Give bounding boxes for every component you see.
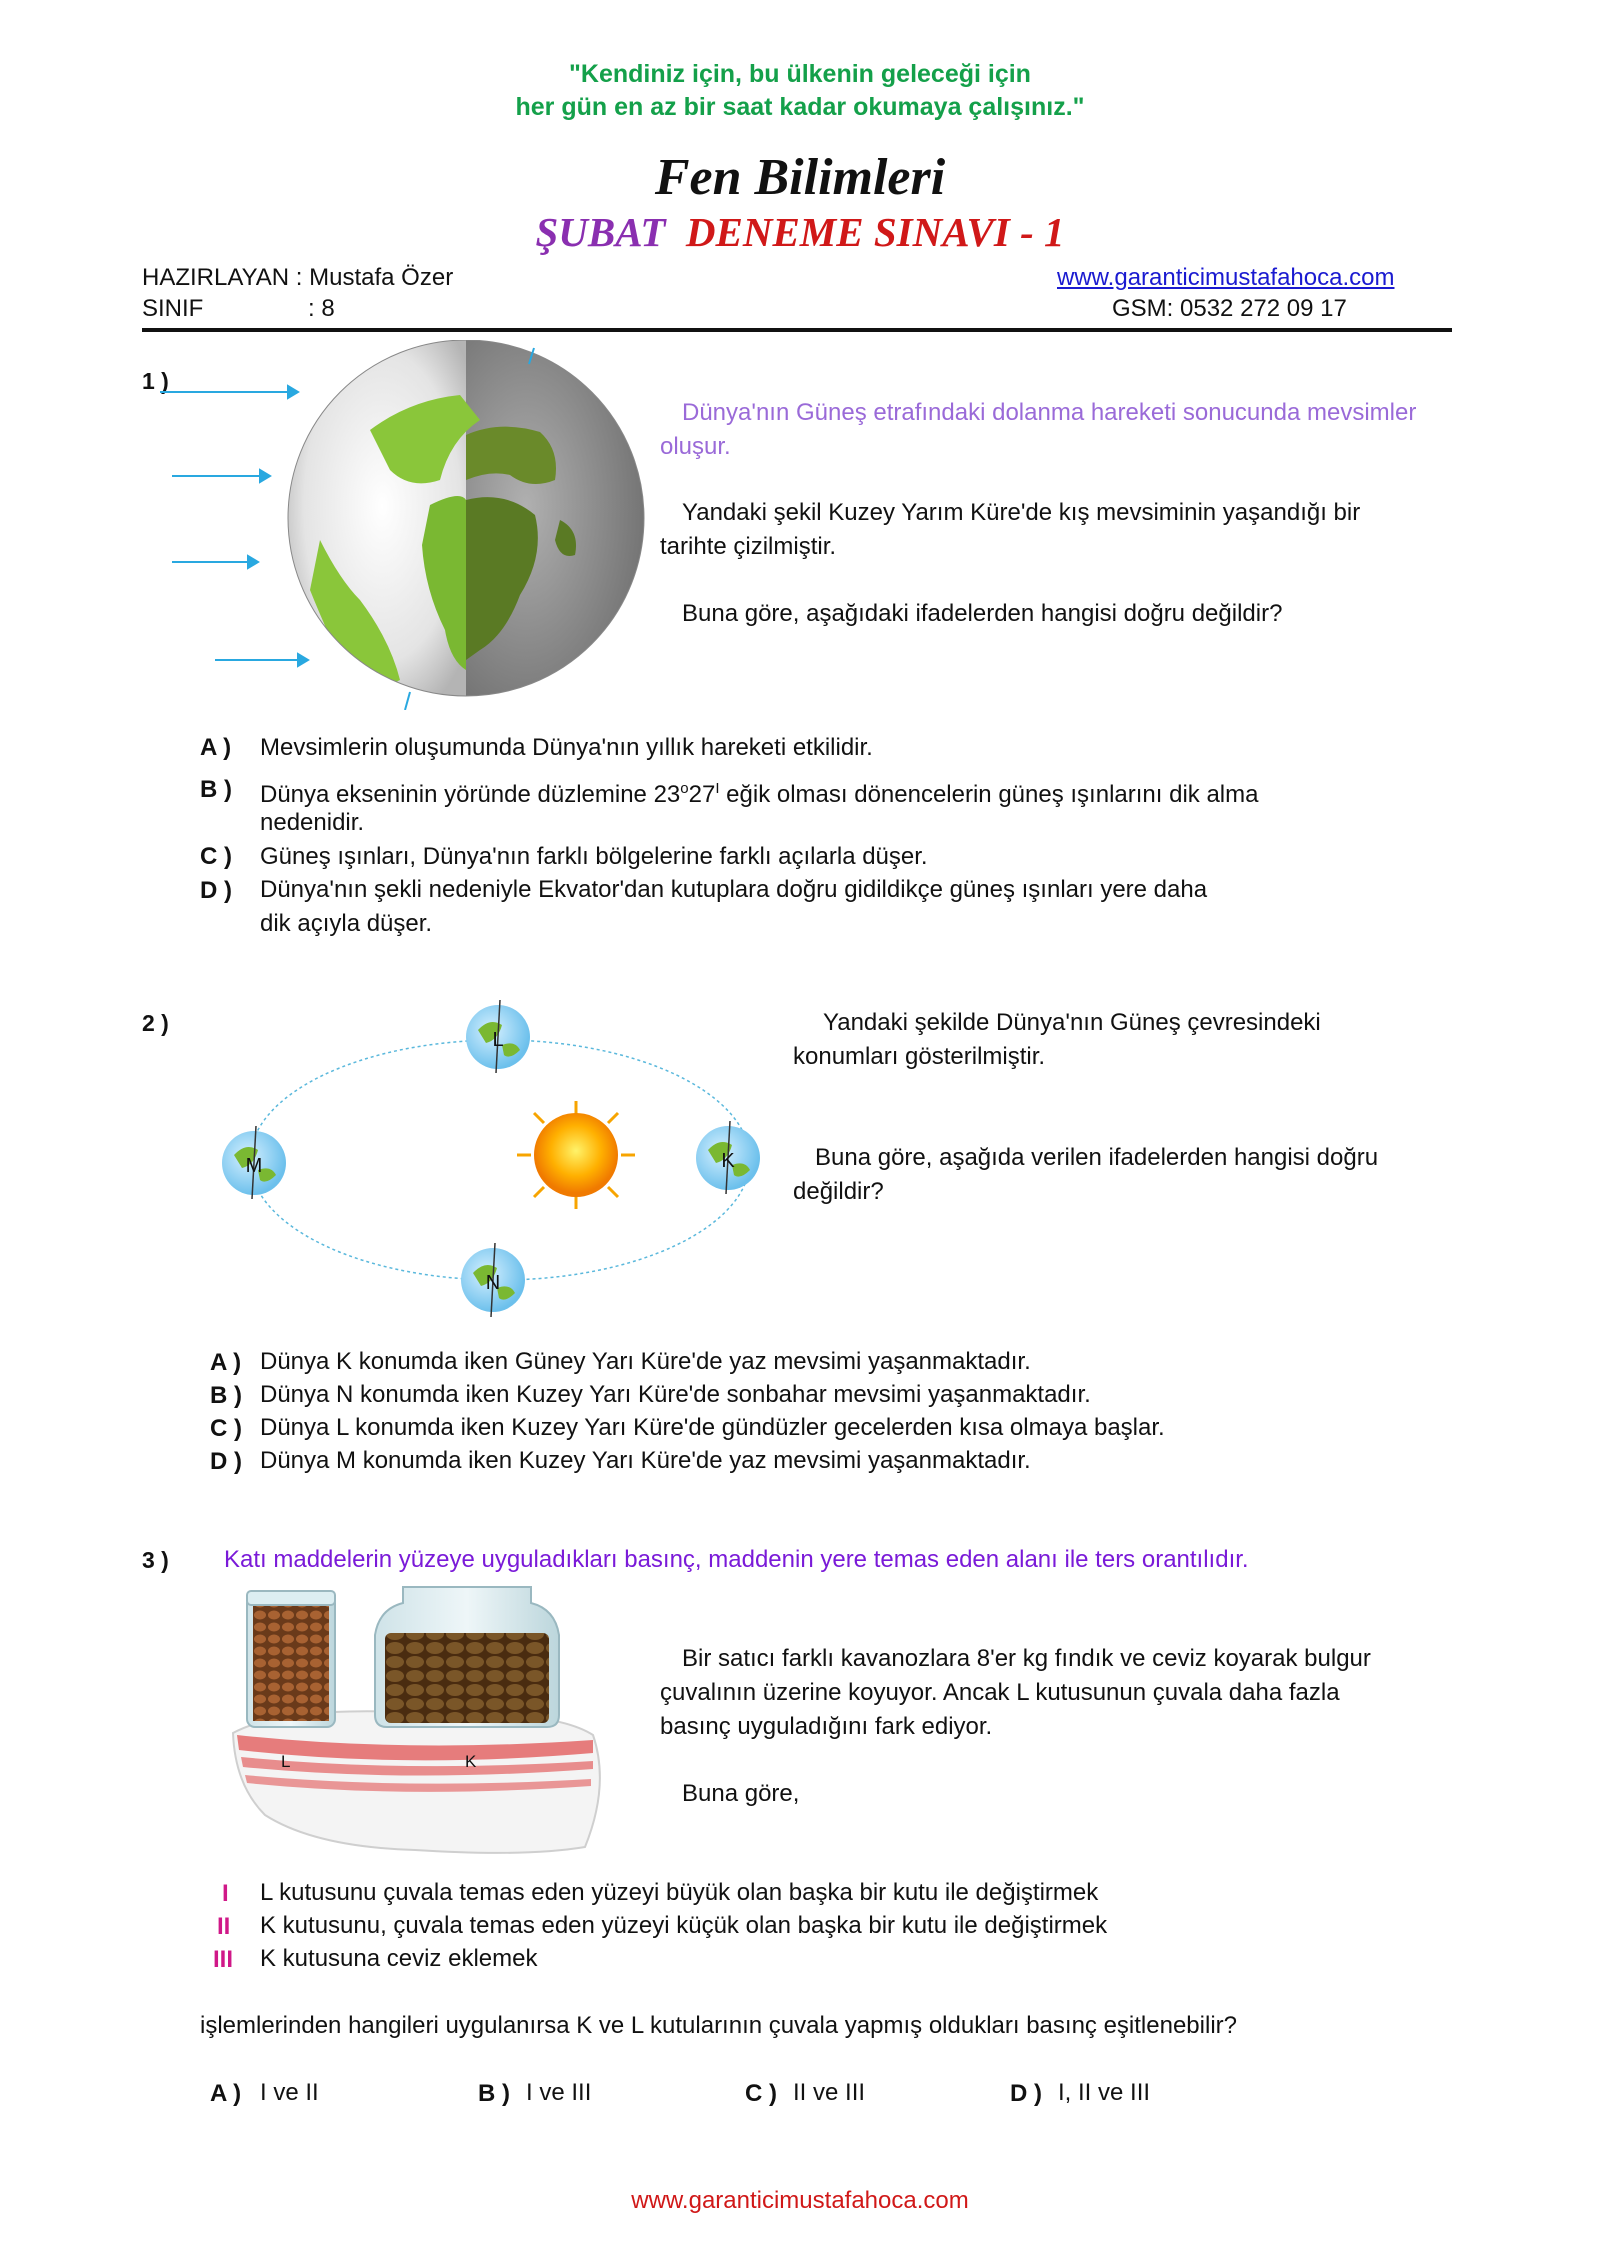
q3-item-2-numeral: II	[217, 1913, 231, 1940]
q2-option-a-letter: A )	[210, 1349, 242, 1376]
q1-option-d-text-line2: dik açıyla düşer.	[260, 910, 433, 937]
q2-option-c-letter: C )	[210, 1415, 242, 1442]
q1-option-a-text: Mevsimlerin oluşumunda Dünya'nın yıllık hareketi etkilidir.	[260, 734, 873, 761]
page-title: Fen Bilimleri	[654, 149, 946, 206]
orbit-path	[250, 1040, 750, 1280]
q3-option-c-letter: C )	[745, 2080, 777, 2107]
jar-label-l: L	[281, 1752, 291, 1771]
q3-option-b-text: I ve III	[526, 2079, 592, 2106]
q2-option-b-text: Dünya N konumda iken Kuzey Yarı Küre'de sonbahar mevsimi yaşanmaktadır.	[260, 1381, 1091, 1408]
header-divider	[142, 328, 1452, 332]
jar-k	[375, 1587, 559, 1727]
q3-context-text: Bir satıcı farklı kavanozlara 8'er kg fındık ve ceviz koyarak bulgur çuvalının üzerine koyuyor. Ancak L kutusunun çuvala daha fazla basınç uyguladığını fark ediyor.	[660, 1645, 1371, 1740]
q1-option-b-text: Dünya ekseninin yöründe düzlemine $23^o27^I$ eğik olması dönencelerin güneş ışınlarını dik alma	[260, 780, 1259, 808]
q2-option-d-letter: D )	[210, 1448, 242, 1475]
q2-intro-text: Yandaki şekilde Dünya'nın Güneş çevresindeki konumları gösterilmiştir.	[793, 1009, 1321, 1070]
q1-number: 1 )	[142, 368, 169, 394]
q3-number: 3 )	[142, 1547, 169, 1573]
subtitle-month: ŞUBAT	[535, 209, 666, 255]
motto-line-1: "Kendiniz için, bu ülkenin geleceği için	[569, 60, 1031, 88]
exam-subtitle	[0, 208, 1600, 256]
q3-item-1-numeral: I	[222, 1880, 229, 1907]
q3-option-d-letter: D )	[1010, 2080, 1042, 2107]
q3-item-3-text: K kutusuna ceviz eklemek	[260, 1945, 538, 1972]
q1-earth-figure	[160, 340, 660, 710]
subtitle-exam: DENEME SINAVI - 1	[685, 209, 1065, 255]
q1-option-a-letter: A )	[200, 734, 232, 761]
q3-jars-figure	[225, 1585, 615, 1860]
q3-option-a-text: I ve II	[260, 2079, 319, 2106]
q1-question-text: Buna göre, aşağıdaki ifadelerden hangisi doğru değildir?	[682, 600, 1283, 627]
q2-number: 2 )	[142, 1010, 169, 1036]
earth-position-l	[466, 1000, 530, 1073]
q1-option-d-letter: D )	[200, 877, 232, 904]
position-label-n: N	[485, 1272, 501, 1294]
q2-option-d-text: Dünya M konumda iken Kuzey Yarı Küre'de yaz mevsimi yaşanmaktadır.	[260, 1447, 1031, 1474]
q2-option-b-letter: B )	[210, 1382, 242, 1409]
q1-context-text: Yandaki şekil Kuzey Yarım Küre'de kış mevsiminin yaşandığı bir tarihte çizilmiştir.	[660, 499, 1361, 560]
q3-item-3-numeral: III	[213, 1946, 234, 1973]
q2-question-text: Buna göre, aşağıda verilen ifadelerden hangisi doğru değildir?	[793, 1144, 1379, 1205]
jar-l	[247, 1591, 335, 1727]
q3-item-1-text: L kutusunu çuvala temas eden yüzeyi büyük olan başka bir kutu ile değiştirmek	[260, 1879, 1099, 1906]
q1-option-c-letter: C )	[200, 843, 232, 870]
q2-orbit-figure	[210, 995, 770, 1325]
class-label: SINIF	[142, 295, 204, 322]
q2-option-c-text: Dünya L konumda iken Kuzey Yarı Küre'de gündüzler gecelerden kısa olmaya başlar.	[260, 1414, 1165, 1441]
bulgur-sack	[233, 1711, 600, 1853]
q2-option-a-text: Dünya K konumda iken Güney Yarı Küre'de yaz mevsimi yaşanmaktadır.	[260, 1348, 1031, 1375]
class-value: : 8	[308, 295, 335, 322]
q3-option-c-text: II ve III	[793, 2079, 866, 2106]
q1-sun-rays	[160, 386, 308, 666]
prepared-by: HAZIRLAYAN : Mustafa Özer	[142, 264, 454, 291]
q1-option-d-text: Dünya'nın şekli nedeniyle Ekvator'dan kutuplara doğru gidildikçe güneş ışınları yere daha	[260, 876, 1208, 903]
q3-option-b-letter: B )	[478, 2080, 510, 2107]
earth-position-n	[461, 1243, 525, 1317]
q1-option-b-letter: B )	[200, 776, 232, 803]
q3-option-a-letter: A )	[210, 2080, 242, 2107]
footer-website-link[interactable]: www.garanticimustafahoca.com	[631, 2187, 969, 2214]
earth-position-m	[222, 1126, 286, 1199]
position-label-m: M	[245, 1155, 263, 1177]
q1-option-c-text: Güneş ışınları, Dünya'nın farklı bölgelerine farklı açılarla düşer.	[260, 843, 928, 870]
jar-label-k: K	[465, 1752, 477, 1771]
gsm-number: GSM: 0532 272 09 17	[1112, 295, 1347, 322]
q1-option-b-text-line2: nedenidir.	[260, 809, 365, 836]
position-label-l: L	[492, 1029, 504, 1051]
q3-option-d-text: I, II ve III	[1058, 2079, 1151, 2106]
q3-item-2-text: K kutusunu, çuvala temas eden yüzeyi küçük olan başka bir kutu ile değiştirmek	[260, 1912, 1108, 1939]
header-website-link[interactable]: www.garanticimustafahoca.com	[1057, 264, 1395, 291]
position-label-k: K	[721, 1150, 735, 1172]
sun-icon	[517, 1101, 635, 1209]
q3-lead-text: Buna göre,	[682, 1780, 800, 1807]
motto-line-2: her gün en az bir saat kadar okumaya çalışınız."	[515, 93, 1085, 121]
q1-intro-text: Dünya'nın Güneş etrafındaki dolanma hareketi sonucunda mevsimler oluşur.	[660, 399, 1417, 460]
q1-axis-bottom-line	[405, 692, 410, 710]
q3-question-text: işlemlerinden hangileri uygulanırsa K ve L kutularının çuvala yapmış oldukları basınç eşitlenebilir?	[200, 2012, 1237, 2039]
earth-position-k	[696, 1121, 760, 1194]
q3-statement: Katı maddelerin yüzeye uyguladıkları basınç, maddenin yere temas eden alanı ile ters orantılıdır.	[224, 1546, 1249, 1573]
